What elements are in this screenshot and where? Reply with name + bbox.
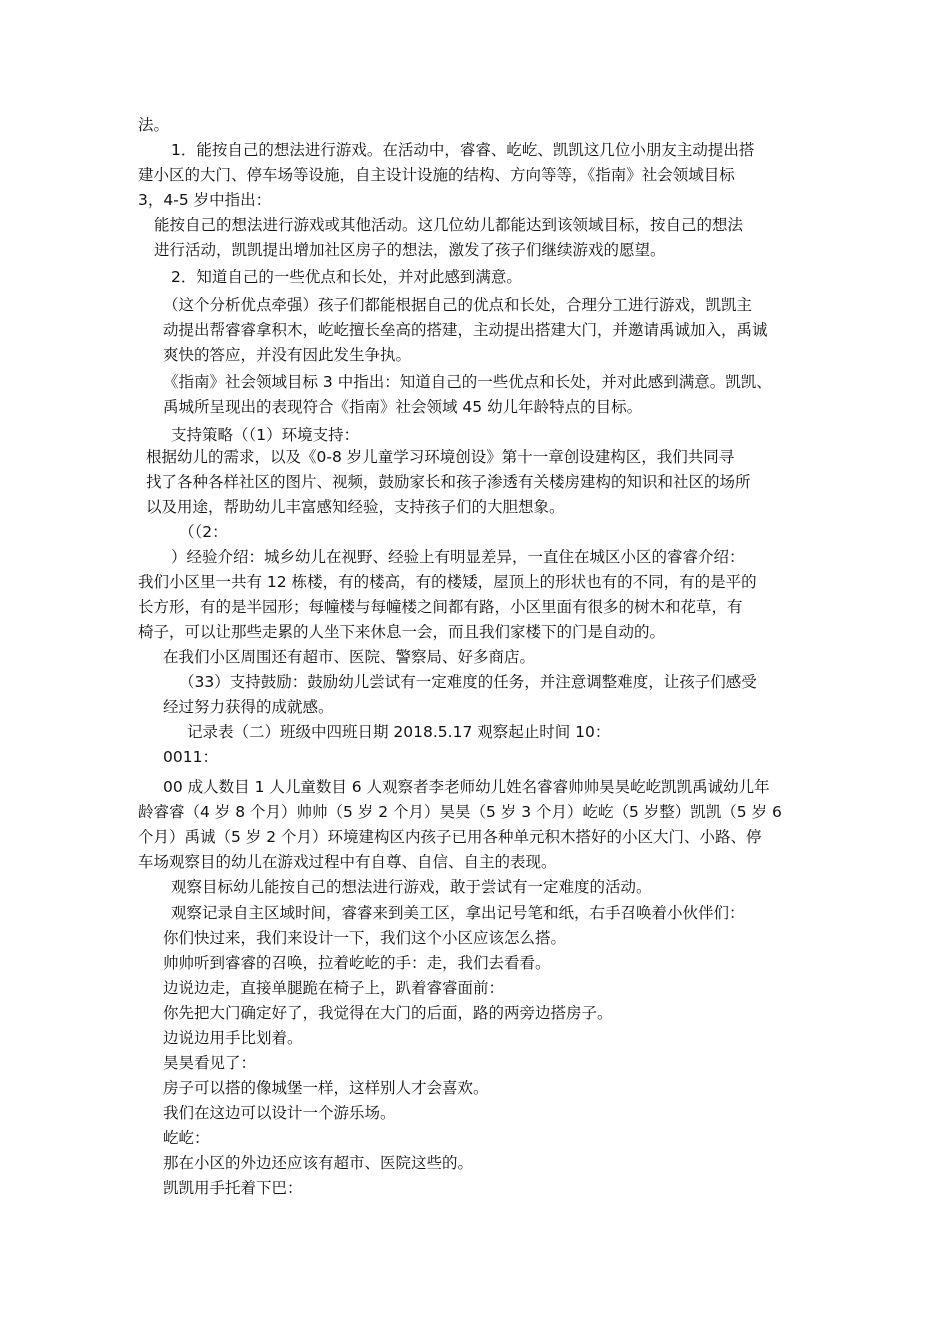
- text-line: 车场观察目的幼儿在游戏过程中有自尊、自信、自主的表现。: [138, 853, 557, 871]
- text-line: 房子可以搭的像城堡一样，这样别人才会喜欢。: [163, 1079, 489, 1097]
- text-line: 能按自己的想法进行游戏或其他活动。这几位幼儿都能达到该领域目标，按自己的想法: [154, 216, 744, 234]
- text-line: 进行活动，凯凯提出增加社区房子的想法，激发了孩子们继续游戏的愿望。: [154, 241, 666, 259]
- text-line: 边说边用手比划着。: [163, 1029, 303, 1047]
- text-line: 长方形，有的是半园形；每幢楼与每幢楼之间都有路，小区里面有很多的树木和花草，有: [138, 598, 743, 616]
- text-line: 2．知道自己的一些优点和长处，并对此感到满意。: [171, 268, 522, 286]
- text-line: 观察记录自主区域时间，睿睿来到美工区，拿出记号笔和纸，右手召唤着小伙伴们：: [171, 904, 745, 922]
- text-line: （这个分析优点牵强）孩子们都能根据自己的优点和长处，合理分工进行游戏，凯凯主: [163, 296, 753, 314]
- text-line: （（2：: [179, 523, 228, 541]
- text-line: 经过努力获得的成就感。: [163, 698, 334, 716]
- text-line: 那在小区的外边还应该有超市、医院这些的。: [163, 1154, 474, 1172]
- text-line: 屹屹：: [163, 1129, 210, 1147]
- text-line: 3，4-5 岁中指出：: [138, 191, 272, 209]
- text-line: 爽快的答应，并没有因此发生争执。: [163, 346, 412, 364]
- text-line: 我们在这边可以设计一个游乐场。: [163, 1104, 396, 1122]
- text-line: 记录表（二）班级中四班日期 2018.5.17 观察起止时间 10：: [187, 723, 611, 741]
- text-line: 你们快过来，我们来设计一下，我们这个小区应该怎么搭。: [163, 929, 567, 947]
- text-line: 观察目标幼儿能按自己的想法进行游戏，敢于尝试有一定难度的活动。: [171, 878, 652, 896]
- text-line: 1．能按自己的想法进行游戏。在活动中，睿睿、屹屹、凯凯这几位小朋友主动提出搭: [171, 141, 755, 159]
- text-line: 找了各种各样社区的图片、视频，鼓励家长和孩子渗透有关楼房建构的知识和社区的场所: [146, 473, 751, 491]
- text-line: 《指南》社会领域目标 3 中指出：知道自己的一些优点和长处，并对此感到满意。凯凯、: [163, 373, 772, 391]
- text-line: 昊昊看见了：: [163, 1054, 257, 1072]
- text-line: 我们小区里一共有 12 栋楼，有的楼高，有的楼矮，屋顶上的形状也有的不同，有的是平的: [138, 573, 757, 591]
- text-line: 动提出帮睿睿拿积木，屹屹擅长垒高的搭建，主动提出搭建大门，并邀请禹诚加入，禹诚: [163, 321, 768, 339]
- text-line: 0011：: [163, 748, 218, 766]
- text-line: 边说边走，直接单腿跪在椅子上，趴着睿睿面前：: [163, 979, 505, 997]
- text-line: 00 成人数目 1 人儿童数目 6 人观察者李老师幼儿姓名睿睿帅帅昊昊屹屹凯凯禹诚幼儿年: [163, 778, 770, 796]
- text-line: 在我们小区周围还有超市、医院、警察局、好多商店。: [163, 648, 536, 666]
- text-line: 禹城所呈现出的表现符合《指南》社会领域 45 幼儿年龄特点的目标。: [163, 398, 643, 416]
- text-line: 龄睿睿（4 岁 8 个月）帅帅（5 岁 2 个月）昊昊（5 岁 3 个月）屹屹（5 岁整）凯凯（5 岁 6: [138, 803, 782, 821]
- text-line: 建小区的大门、停车场等设施，自主设计设施的结构、方向等等，《指南》社会领域目标: [138, 166, 735, 184]
- text-line: 法。: [138, 116, 170, 134]
- text-line: （33）支持鼓励：鼓励幼儿尝试有一定难度的任务，并注意调整难度，让孩子们感受: [179, 673, 757, 691]
- text-line: 椅子，可以让那些走累的人坐下来休息一会，而且我们家楼下的门是自动的。: [138, 623, 666, 641]
- text-line: 帅帅听到睿睿的召唤，拉着屹屹的手：走，我们去看看。: [163, 954, 551, 972]
- text-line: 根据幼儿的需求，以及《0-8 岁儿童学习环境创设》第十一章创设建构区，我们共同寻: [146, 448, 735, 466]
- text-line: 你先把大门确定好了，我觉得在大门的后面，路的两旁边搭房子。: [163, 1004, 613, 1022]
- text-line: 凯凯用手托着下巴：: [163, 1179, 303, 1197]
- text-line: ）经验介绍：城乡幼儿在视野、经验上有明显差异，一直住在城区小区的睿睿介绍：: [171, 548, 745, 566]
- text-line: 以及用途，帮助幼儿丰富感知经验，支持孩子们的大胆想象。: [146, 498, 565, 516]
- text-line: 支持策略（（1）环境支持：: [171, 426, 360, 444]
- text-line: 个月）禹诚（5 岁 2 个月）环境建构区内孩子已用各种单元积木搭好的小区大门、小路、停: [138, 828, 762, 846]
